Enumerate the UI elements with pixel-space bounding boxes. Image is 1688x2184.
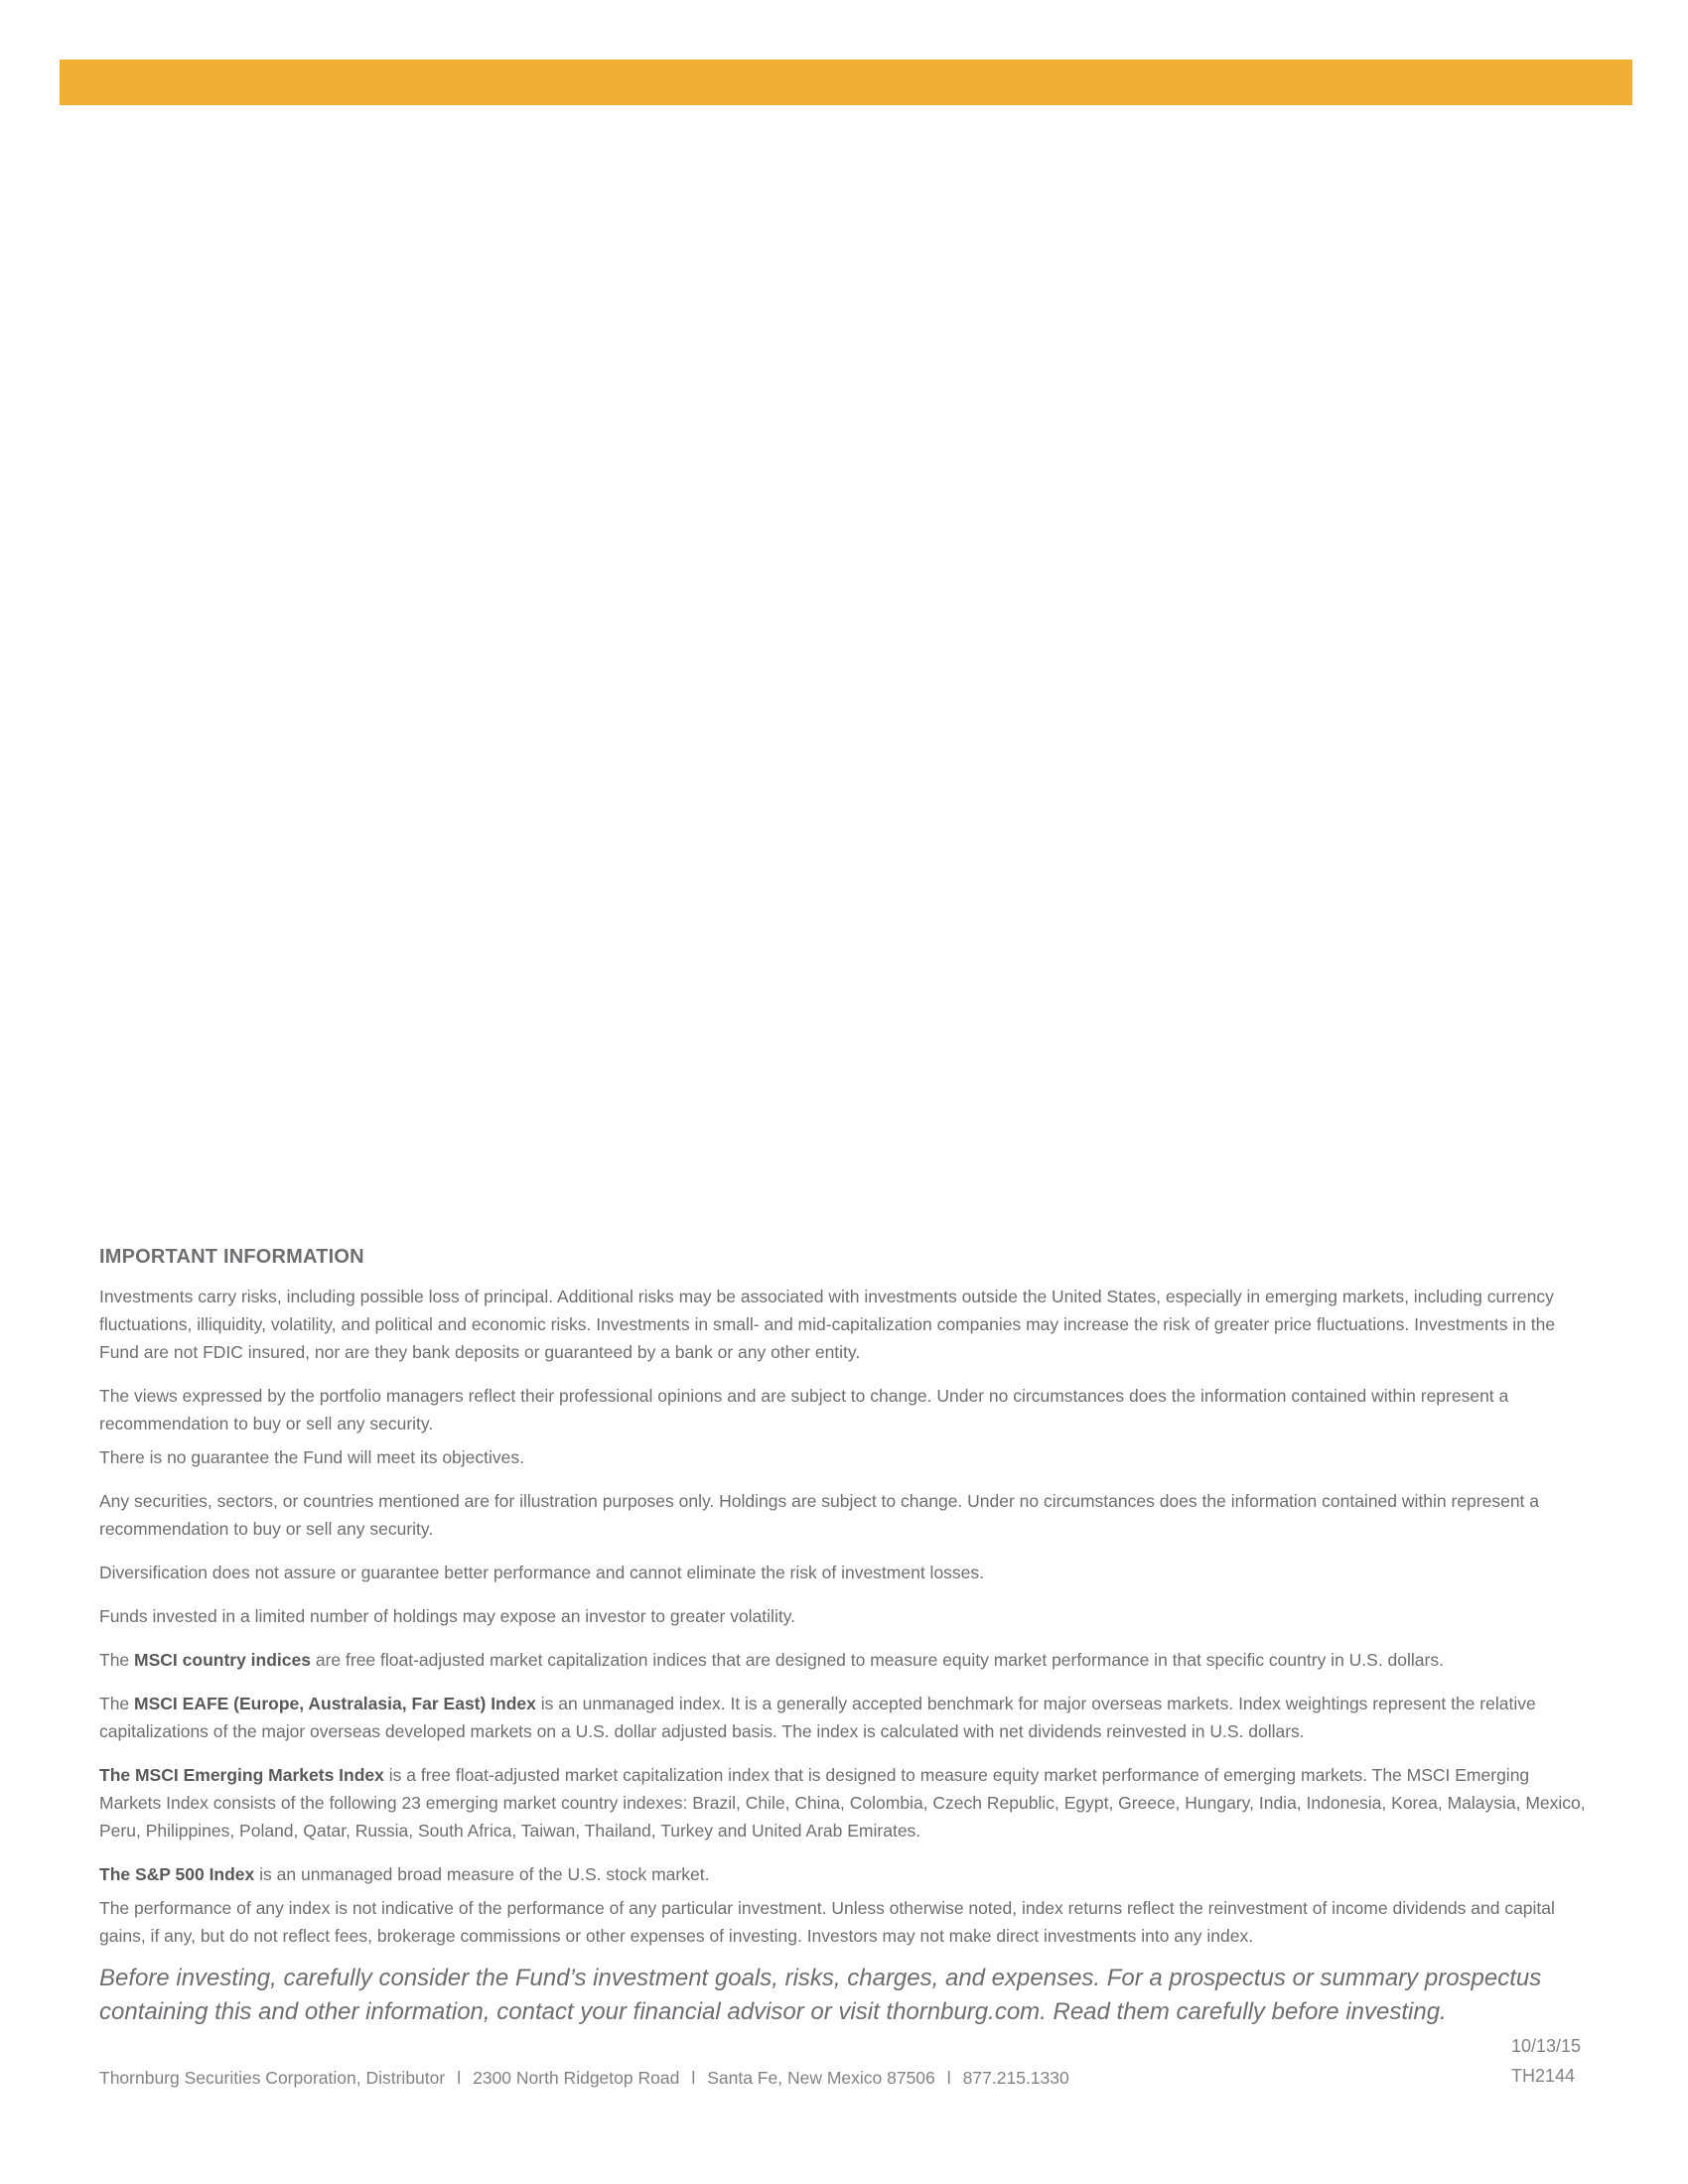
holdings-paragraph: Funds invested in a limited number of holdings may expose an investor to greater volatility.	[99, 1606, 796, 1626]
document-date: 10/13/15	[1511, 2036, 1582, 2056]
important-information-section	[99, 1246, 1589, 2029]
msci-eafe-paragraph	[99, 1690, 1589, 1745]
sp500-text: is an unmanaged broad measure of the U.S. stock market.	[254, 1864, 710, 1884]
document-code-block	[1511, 2031, 1581, 2091]
msci-eafe-text: is an unmanaged index. It is a generally accepted benchmark for major overseas markets. Index weightings represent the relative capitalizations of the major overseas developed markets on a U.S. dollar adjusted basis. The index is calculated with net dividends reinvested in U.S. dollars.	[99, 1694, 1536, 1741]
index-performance-paragraph: The performance of any index is not indicative of the performance of any particular investment. Unless otherwise noted, index returns reflect the reinvestment of income dividends and capital gains, if any, but do not reflect fees, brokerage commissions or other expenses of investing. Investors may not make direct investments into any index.	[99, 1898, 1555, 1946]
footer-city: Santa Fe, New Mexico 87506	[707, 2068, 935, 2088]
msci-country-term: MSCI country indices	[134, 1650, 311, 1670]
msci-em-paragraph	[99, 1761, 1589, 1844]
accent-bar	[60, 60, 1632, 105]
document-code: TH2144	[1511, 2066, 1576, 2086]
securities-paragraph: Any securities, sectors, or countries mentioned are for illustration purposes only. Holdings are subject to change. Under no circumstances does the information contained within represent a recommendation to buy or sell any security.	[99, 1491, 1540, 1539]
footer-address: 2300 North Ridgetop Road	[473, 2068, 680, 2088]
guarantee-paragraph: There is no guarantee the Fund will meet its objectives.	[99, 1447, 524, 1467]
prospectus-callout: Before investing, carefully consider the Fund’s investment goals, risks, charges, and expenses. For a prospectus or summary prospectus containing this and other information, contact your financial advisor or visit thornburg.com. Read them carefully before investing.	[99, 1965, 1542, 2025]
msci-eafe-pre: The	[99, 1694, 135, 1713]
section-heading: IMPORTANT INFORMATION	[99, 1246, 364, 1268]
msci-country-paragraph	[99, 1646, 1589, 1674]
views-paragraph: The views expressed by the portfolio managers reflect their professional opinions and are subject to change. Under no circumstances does the information contained within represent a recommendation to buy or sell any security.	[99, 1386, 1509, 1433]
msci-eafe-term: MSCI EAFE (Europe, Australasia, Far East) Index	[134, 1694, 536, 1713]
msci-em-text: is a free float-adjusted market capitalization index that is designed to measure equity market performance of emerging markets. The MSCI Emerging Markets Index consists of the following 23 emerging market country indexes: Brazil, Chile, China, Colombia, Czech Republic, Egypt, Greece, Hungary, India, Indonesia, Korea, Malaysia, Mexico, Peru, Philippines, Poland, Qatar, Russia, South Africa, Taiwan, Thailand, Turkey and United Arab Emirates.	[99, 1765, 1586, 1841]
footer-phone: 877.215.1330	[962, 2068, 1069, 2088]
msci-country-text: are free float-adjusted market capitalization indices that are designed to measure equity market performance in that specific country in U.S. dollars.	[310, 1650, 1444, 1670]
msci-em-term: The MSCI Emerging Markets Index	[99, 1765, 384, 1785]
msci-country-pre: The	[99, 1650, 135, 1670]
footer-separator: l	[691, 2068, 696, 2088]
footer-distributor: Thornburg Securities Corporation, Distributor	[99, 2068, 446, 2088]
footer-separator: l	[457, 2068, 462, 2088]
diversification-paragraph: Diversification does not assure or guarantee better performance and cannot eliminate the risk of investment losses.	[99, 1563, 985, 1582]
footer	[99, 2068, 1069, 2089]
sp500-paragraph	[99, 1860, 1589, 1888]
sp500-term: The S&P 500 Index	[99, 1864, 255, 1884]
footer-separator: l	[946, 2068, 951, 2088]
risk-paragraph: Investments carry risks, including possible loss of principal. Additional risks may be associated with investments outside the United States, especially in emerging markets, including currency fluctuations, illiquidity, volatility, and political and economic risks. Investments in small- and mid-capitalization companies may increase the risk of greater price fluctuations. Investments in the Fund are not FDIC insured, nor are they bank deposits or guaranteed by a bank or any other entity.	[99, 1287, 1556, 1362]
